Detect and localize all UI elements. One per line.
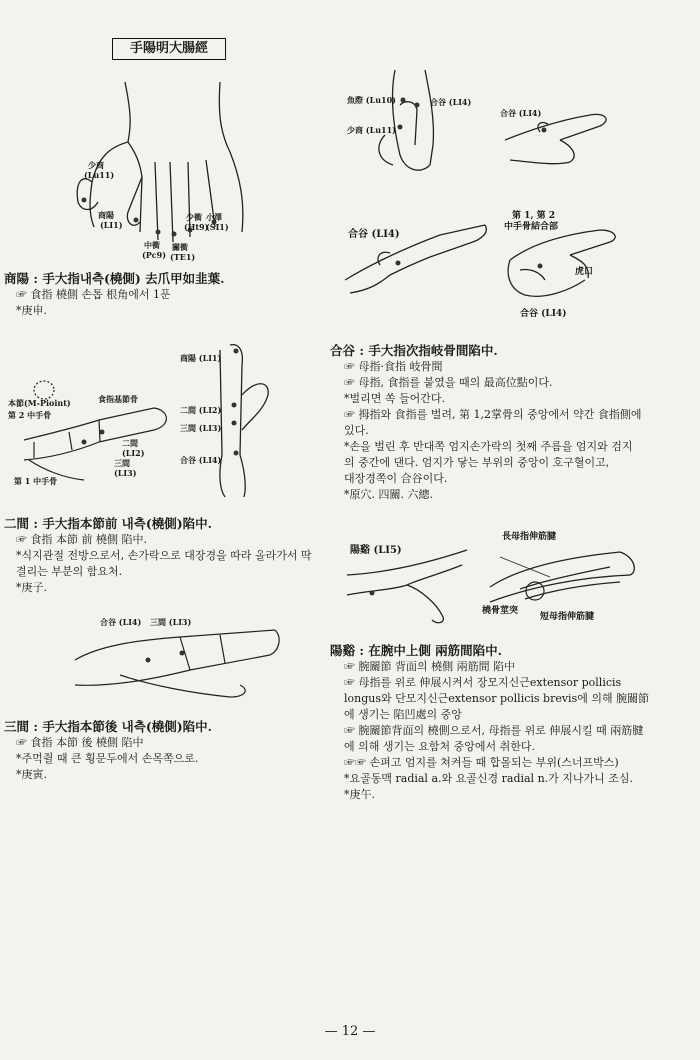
page-title: 手陽明大腸經	[112, 38, 226, 60]
fig2-label-sanjian: 三間	[114, 458, 130, 468]
fig5-label-shaoshang: 少商 (Lu11)	[347, 125, 396, 135]
fig3-label-sanjian: 三間 (LI3)	[150, 617, 192, 627]
fig2-label-di1: 第 1 中手骨	[14, 476, 58, 486]
shangyang-section	[4, 270, 225, 319]
fig9-label-duanmu: 短母指伸筋腱	[540, 612, 595, 622]
yangxi-line-7: ☞☞ 손펴고 엄지를 쳐켜들 때 합몰되는 부위(스너프박스)	[344, 756, 619, 769]
sanjian-line-3: *庚寅.	[16, 768, 47, 781]
fig2-label-erjian: 二間	[122, 438, 138, 448]
yangxi-line-4: 에 생기는 陷凹處의 중앙	[344, 708, 462, 721]
yangxi-hand-figure	[342, 535, 472, 625]
fig2-label-benjie: 本節(M-Pioint)	[8, 398, 71, 408]
hegu-line-4: ☞ 拇指와 食指를 벌려, 第 1,2掌骨의 중앙에서 약간 食指側에	[344, 408, 642, 421]
sanjian-section	[4, 718, 212, 783]
fig2-label-li3: (LI3)	[114, 468, 137, 478]
shangyang-line-1: ☞ 食指 橈側 손톱 根角에서 1푼	[16, 288, 171, 301]
yangxi-line-1: ☞ 腕關節 背面의 橈側 兩筋間 陷中	[344, 660, 516, 673]
fig4-label-shangyang: 商陽 (LI1)	[180, 353, 222, 363]
fig1-label-zhongchong: 中衝	[144, 240, 160, 250]
hegu-heading: 合谷 : 手大指次指岐骨間陷中.	[330, 343, 498, 358]
dorsal-hand-figure	[70, 62, 260, 262]
hegu-line-6: *손을 벌린 후 반대쪽 엄지손가락의 첫째 주름을 엄지와 검지	[344, 440, 633, 453]
fig1-label-si1: (SI1)	[206, 222, 229, 232]
hegu-line-8: 대장경쪽이 合谷이다.	[344, 472, 448, 485]
fig1-label-shangyang: 商陽	[98, 210, 114, 220]
snuffbox-tendons-figure	[480, 527, 640, 627]
hegu-line-1: ☞ 母指·食指 岐骨間	[344, 360, 443, 373]
fig2-label-di2: 第 2 中手骨	[8, 410, 52, 420]
erjian-line-3: 결리는 부분의 함요처.	[16, 565, 123, 578]
sanjian-line-1: ☞ 食指 本節 後 橈側 陷中	[16, 736, 144, 749]
fig1-label-shaochong: 少衝	[186, 212, 202, 222]
fig5-label-yuji: 魚際 (Lu10)	[347, 95, 396, 105]
hegu-line-2: ☞ 母指, 食指를 붙였을 때의 最高位點이다.	[344, 376, 553, 389]
erjian-line-2: *식지관절 전방으로서, 손가락으로 대장경을 따라 올라가서 딱	[16, 549, 312, 562]
sanjian-heading: 三間 : 手大指本節後 내측(橈側)陷中.	[4, 719, 213, 734]
fig3-label-hegu: 合谷 (LI4)	[100, 617, 142, 627]
yangxi-line-6: 에 의해 생기는 요함처 중앙에서 취한다.	[344, 740, 535, 753]
yangxi-line-9: *庚午.	[344, 788, 375, 801]
hand-bones-side-figure	[70, 615, 285, 700]
hegu-line-7: 의 중간에 댄다. 엄지가 닿는 부위의 중앙이 호구혈이고,	[344, 456, 610, 469]
hegu-hand-figure	[340, 205, 490, 295]
erjian-line-4: *庚子.	[16, 581, 47, 594]
fig4-label-sanjian: 三間 (LI3)	[180, 423, 222, 433]
fig4-label-erjian: 二間 (LI2)	[180, 405, 222, 415]
fig8-label-yangxi: 陽谿 (LI5)	[350, 545, 402, 556]
yangxi-line-5: ☞ 腕關節背面의 橈側으로서, 母指를 위로 伸展시킬 때 兩筋腱	[344, 724, 644, 737]
fig1-label-pc9: (Pc9)	[142, 250, 167, 260]
fig7-label-hegu: 合谷 (LI4)	[520, 309, 567, 319]
page-number: — 12 —	[324, 1024, 376, 1039]
fig1-label-li1: (LI1)	[100, 220, 123, 230]
fig9-label-raogu: 橈骨莖突	[482, 606, 519, 616]
fig1-label-shaoze: 小澤	[206, 212, 222, 222]
fig1-label-te1: (TE1)	[170, 252, 196, 262]
hand-top-right-figure	[500, 90, 620, 170]
erjian-section	[4, 515, 312, 596]
yangxi-line-3: longus와 단모지신근extensor pollicis brevis에 의해 腕關節	[344, 692, 650, 705]
shangyang-line-2: *庚申.	[16, 304, 47, 317]
yangxi-section	[330, 642, 649, 803]
yangxi-heading: 陽谿 : 在腕中上側 兩筋間陷中.	[330, 643, 503, 658]
finger-bones-figure	[4, 370, 179, 485]
shangyang-heading: 商陽 : 手大指내측(橈側) 去爪甲如韭葉.	[4, 271, 225, 286]
sanjian-line-2: *주먹쥘 때 큰 횡문두에서 손목쪽으로.	[16, 752, 199, 765]
fig5-label-hegu: 合谷 (LI4)	[430, 97, 472, 107]
fig1-label-shaoshang: 少商	[88, 160, 104, 170]
yangxi-line-8: *요골동맥 radial a.와 요골신경 radial n.가 지나가니 조심.	[344, 772, 634, 785]
erjian-line-1: ☞ 食指 本節 前 橈側 陷中.	[16, 533, 147, 546]
fig2-label-shizhi: 食指基節骨	[98, 394, 138, 404]
hukou-hand-figure	[490, 200, 630, 320]
fig7-label-hegu-top: 合谷 (LI4)	[500, 108, 542, 118]
raised-hand-figure	[180, 335, 290, 500]
fig9-label-changmu: 長母指伸筋腱	[502, 532, 557, 542]
erjian-heading: 二間 : 手大指本節前 내측(橈側)陷中.	[4, 516, 213, 531]
fig1-label-ht9: (Ht9)	[184, 222, 209, 232]
fig7-label-hukou: 虎口	[575, 267, 594, 277]
hegu-section	[330, 342, 641, 503]
fig1-label-guanchong: 關衝	[172, 242, 188, 252]
fig2-label-li2: (LI2)	[122, 448, 145, 458]
fig4-label-hegu: 合谷 (LI4)	[180, 455, 222, 465]
hegu-line-3: *벌리면 쏙 들어간다.	[344, 392, 445, 405]
hegu-line-5: 있다.	[344, 424, 369, 437]
fig1-label-lu11: (Lu11)	[84, 170, 115, 180]
yangxi-line-2: ☞ 母指를 위로 伸展시켜서 장모지신근extensor pollicis	[344, 676, 622, 689]
fig7-label-bone2: 中手骨結合部	[504, 222, 559, 232]
fig7-label-bone: 第 1, 第 2	[512, 211, 556, 221]
fig6-label-hegu: 合谷 (LI4)	[348, 229, 400, 240]
hegu-line-9: *原穴. 四關. 六總.	[344, 488, 433, 501]
lung-points-hand-figure	[345, 65, 475, 180]
